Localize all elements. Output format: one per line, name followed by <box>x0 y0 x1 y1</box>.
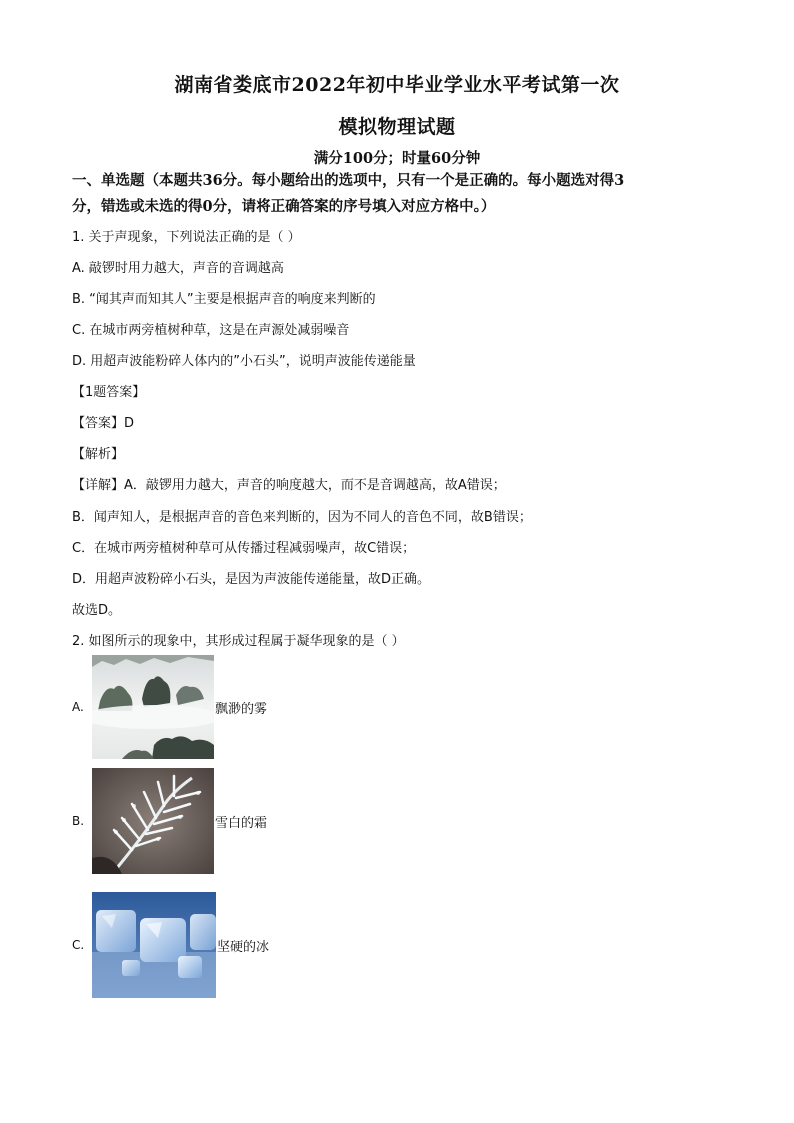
page-subtitle: 满分100分；时量60分钟 <box>313 150 481 167</box>
q1-answer-header: 【1题答案】 <box>72 385 146 400</box>
section-heading <box>72 168 732 220</box>
q1-detail-b: B．闻声知人，是根据声音的音色来判断的，因为不同人的音色不同，故B错误； <box>72 510 532 525</box>
q2-option-b[interactable] <box>72 768 267 874</box>
q1-analysis-header: 【解析】 <box>72 447 125 462</box>
q1-conclusion: 故选D。 <box>72 603 122 618</box>
q2-option-b-letter: B. <box>72 814 85 828</box>
q1-detail-a: 【详解】A．敲锣用力越大，声音的响度越大，而不是音调越高，故A错误； <box>72 478 506 493</box>
q1-option-c: C. 在城市两旁植树种草，这是在声源处减弱噪音 <box>72 323 350 338</box>
q2-option-a[interactable] <box>72 655 267 759</box>
frost-plant-image <box>92 768 214 874</box>
section-heading-line1: 一、单选题（本题共36分。每小题给出的选项中，只有一个是正确的。每小题选对得3 <box>72 172 625 189</box>
q2-option-c-letter: C. <box>72 938 85 952</box>
foggy-mountain-image <box>92 655 214 759</box>
q1-option-d: D. 用超声波能粉碎人体内的”小石头”，说明声波能传递能量 <box>72 354 416 369</box>
q2-option-c[interactable] <box>72 892 269 998</box>
q2-option-a-caption: 飘渺的雾 <box>215 701 268 717</box>
q2-option-c-caption: 坚硬的冰 <box>217 939 270 955</box>
page-title-line1: 湖南省娄底市2022年初中毕业学业水平考试第一次 <box>174 74 620 96</box>
q2-stem: 2. 如图所示的现象中，其形成过程属于凝华现象的是（ ） <box>72 634 405 649</box>
ice-cubes-image <box>92 892 216 998</box>
q1-answer: 【答案】D <box>72 416 135 431</box>
q1-detail-d: D．用超声波粉碎小石头，是因为声波能传递能量，故D正确。 <box>72 572 431 587</box>
q2-option-b-caption: 雪白的霜 <box>215 815 268 831</box>
q1-detail-c: C．在城市两旁植树种草可从传播过程减弱噪声，故C错误； <box>72 541 416 556</box>
q1-option-b: B. “闻其声而知其人”主要是根据声音的响度来判断的 <box>72 292 376 307</box>
q1-stem: 1. 关于声现象，下列说法正确的是（ ） <box>72 230 301 245</box>
section-heading-line2: 分，错选或未选的得0分，请将正确答案的序号填入对应方格中。） <box>72 198 496 215</box>
q2-option-a-letter: A. <box>72 700 84 714</box>
q1-option-a: A. 敲锣时用力越大，声音的音调越高 <box>72 261 284 276</box>
page-title-line2: 模拟物理试题 <box>338 116 456 138</box>
